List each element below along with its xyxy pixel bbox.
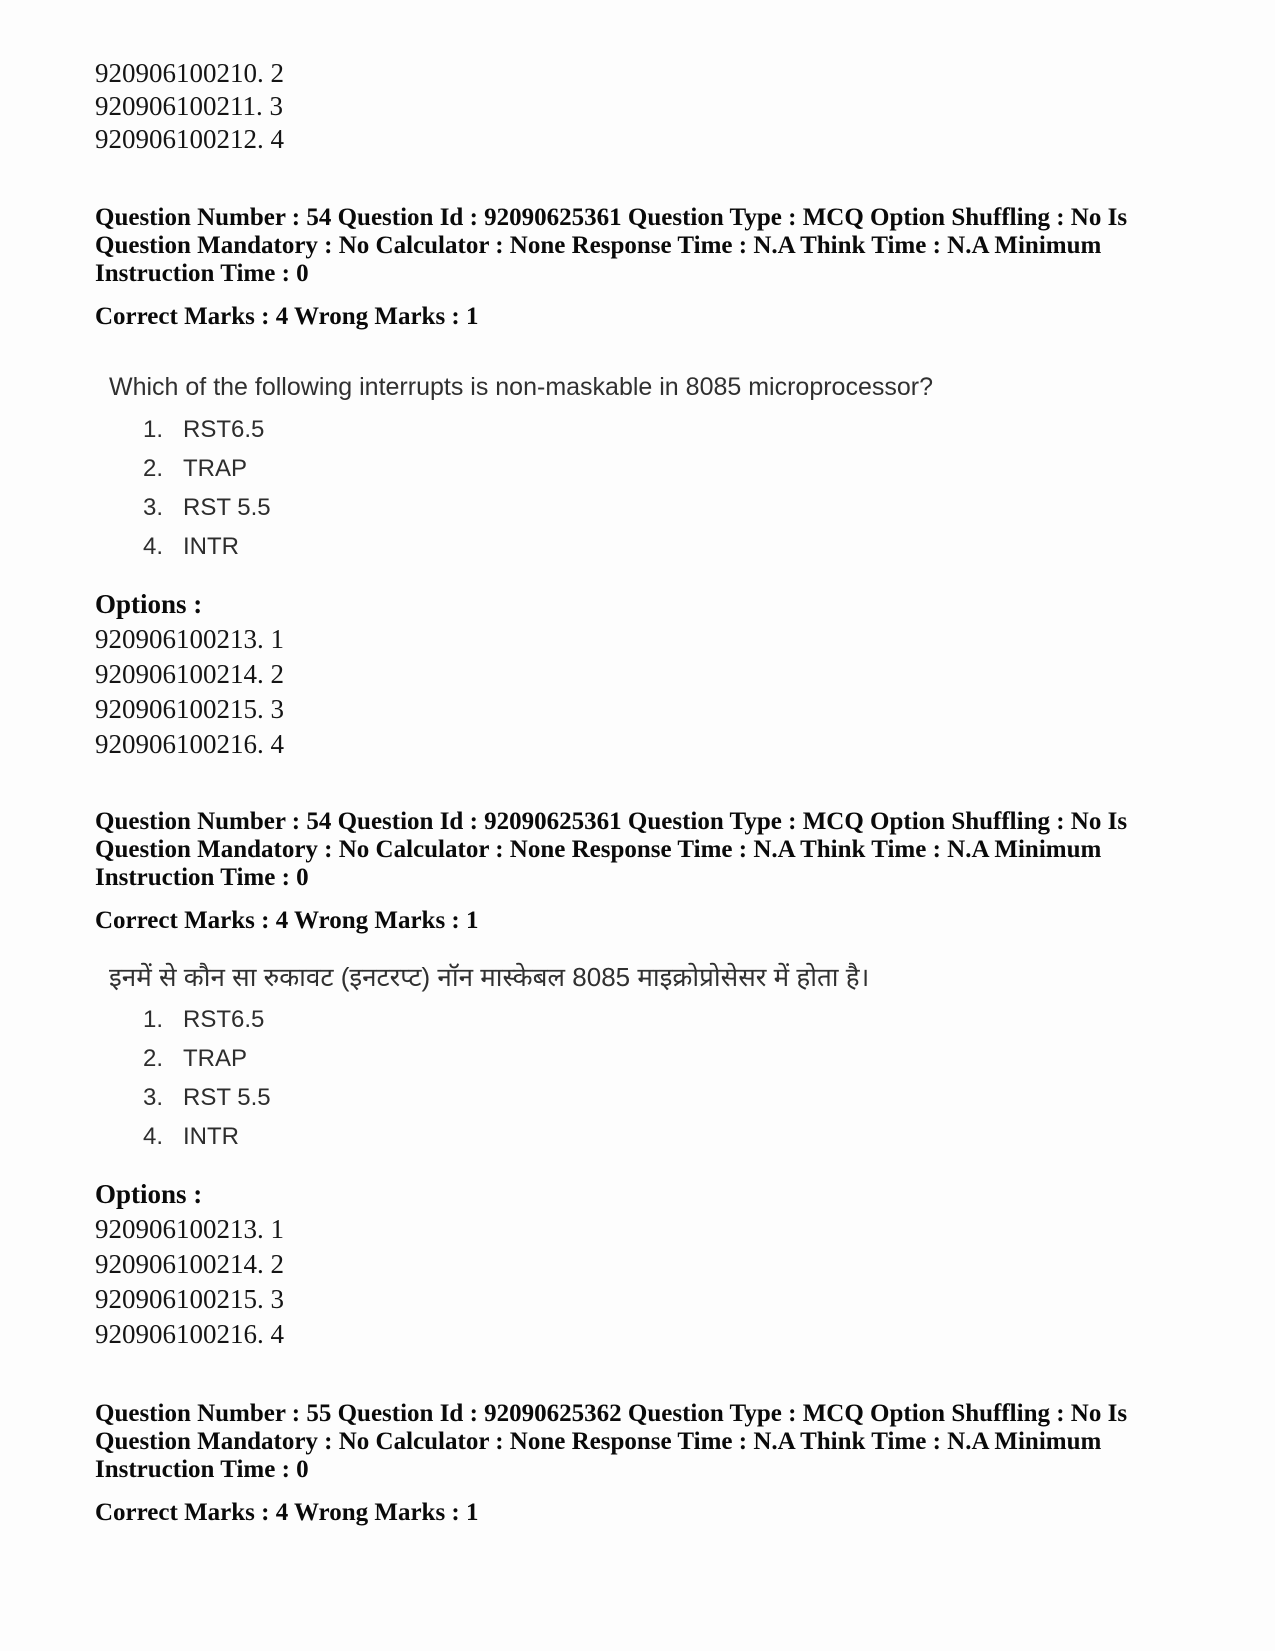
- option-id-line: 920906100211. 3: [95, 91, 283, 121]
- choice-number: 3.: [143, 494, 164, 521]
- choice-text: INTR: [183, 1123, 239, 1150]
- option-id-line: 920906100213. 1: [95, 1214, 284, 1244]
- question-55-header-block: [95, 1400, 1215, 1527]
- question-54-hindi-block: [95, 808, 1215, 1352]
- question-metadata: [95, 808, 1215, 892]
- choice-text: RST6.5: [183, 1006, 265, 1033]
- choice-text: TRAP: [183, 1045, 248, 1072]
- choice-text: INTR: [183, 533, 239, 560]
- choice-item: [143, 1085, 1215, 1111]
- choice-item: [143, 534, 1215, 560]
- option-id-line: 920906100215. 3: [95, 694, 284, 724]
- choice-number: 4.: [143, 1123, 164, 1150]
- previous-question-option-ids: [95, 57, 1215, 156]
- question-metadata: [95, 204, 1215, 288]
- option-id-line: 920906100210. 2: [95, 58, 284, 88]
- choice-text: RST 5.5: [183, 1084, 271, 1111]
- metadata-line: Instruction Time : 0: [95, 260, 309, 287]
- choice-text: TRAP: [183, 455, 248, 482]
- question-54-english-block: [95, 204, 1215, 762]
- choice-item: [143, 1124, 1215, 1150]
- metadata-line: Instruction Time : 0: [95, 864, 309, 891]
- marks-line: Correct Marks : 4 Wrong Marks : 1: [95, 907, 479, 934]
- metadata-line: Question Mandatory : No Calculator : None Response Time : N.A Think Time : N.A Minimum: [95, 836, 1102, 863]
- options-heading: Options :: [95, 589, 203, 619]
- choice-text: RST 5.5: [183, 494, 271, 521]
- question-text: Which of the following interrupts is non-maskable in 8085 microprocessor?: [109, 373, 933, 401]
- metadata-line: Question Mandatory : No Calculator : None Response Time : N.A Think Time : N.A Minimum: [95, 1428, 1102, 1455]
- question-text-hindi: इनमें से कौन सा रुकावट (इनटरप्ट) नॉन मास्केबल 8085 माइक्रोप्रोसेसर में होता है।: [109, 962, 870, 992]
- option-id-list: [95, 622, 1215, 762]
- choice-number: 1.: [143, 416, 164, 443]
- choice-text: RST6.5: [183, 416, 265, 443]
- metadata-line: Question Number : 54 Question Id : 92090625361 Question Type : MCQ Option Shuffling : No Is: [95, 204, 1128, 231]
- choice-list: [95, 417, 1215, 560]
- options-heading: Options :: [95, 1179, 203, 1209]
- choice-item: [143, 1046, 1215, 1072]
- choice-list: [95, 1007, 1215, 1150]
- option-id-list: [95, 1212, 1215, 1352]
- metadata-line: Instruction Time : 0: [95, 1456, 309, 1483]
- choice-number: 1.: [143, 1006, 164, 1033]
- marks-line: Correct Marks : 4 Wrong Marks : 1: [95, 1499, 479, 1526]
- choice-item: [143, 495, 1215, 521]
- choice-number: 3.: [143, 1084, 164, 1111]
- question-metadata: [95, 1400, 1215, 1484]
- option-id-line: 920906100214. 2: [95, 1249, 284, 1279]
- choice-item: [143, 417, 1215, 443]
- option-id-line: 920906100212. 4: [95, 124, 284, 154]
- metadata-line: Question Number : 54 Question Id : 92090625361 Question Type : MCQ Option Shuffling : No Is: [95, 808, 1128, 835]
- metadata-line: Question Mandatory : No Calculator : None Response Time : N.A Think Time : N.A Minimum: [95, 232, 1102, 259]
- choice-item: [143, 456, 1215, 482]
- choice-number: 2.: [143, 1045, 164, 1072]
- choice-number: 4.: [143, 533, 164, 560]
- option-id-line: 920906100216. 4: [95, 729, 284, 759]
- option-id-line: 920906100215. 3: [95, 1284, 284, 1314]
- metadata-line: Question Number : 55 Question Id : 92090625362 Question Type : MCQ Option Shuffling : No Is: [95, 1400, 1128, 1427]
- option-id-line: 920906100214. 2: [95, 659, 284, 689]
- choice-item: [143, 1007, 1215, 1033]
- option-id-line: 920906100216. 4: [95, 1319, 284, 1349]
- option-id-line: 920906100213. 1: [95, 624, 284, 654]
- choice-number: 2.: [143, 455, 164, 482]
- marks-line: Correct Marks : 4 Wrong Marks : 1: [95, 303, 479, 330]
